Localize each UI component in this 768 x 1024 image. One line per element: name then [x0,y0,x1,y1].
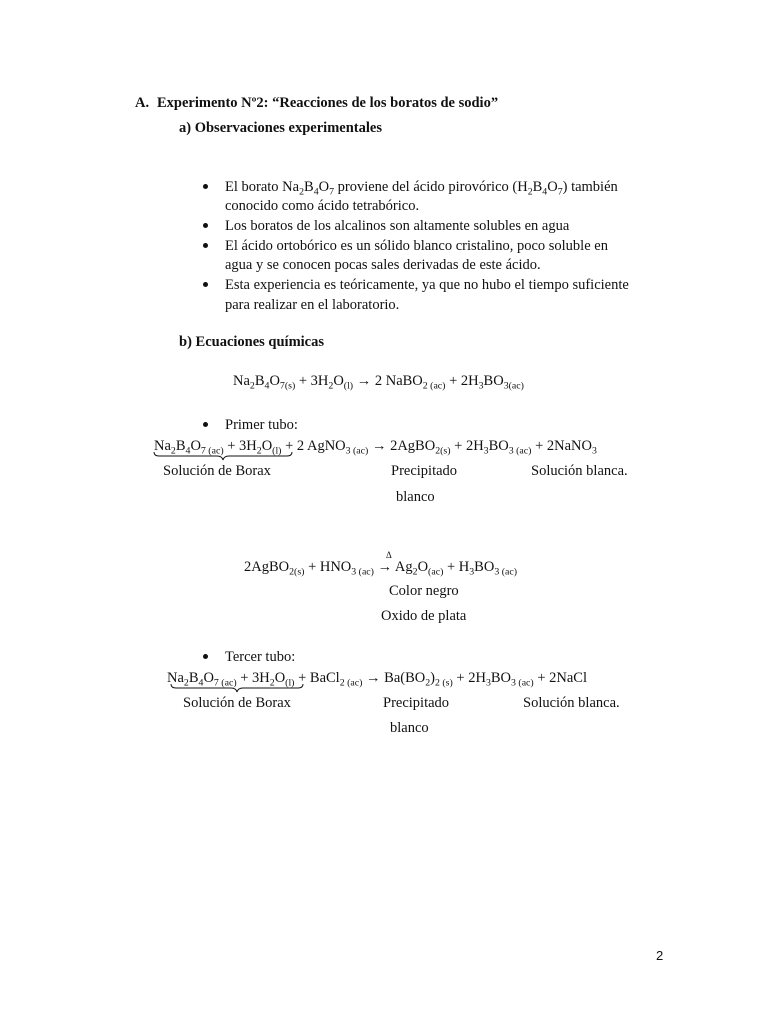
tube1-label: Primer tubo: [225,417,298,433]
tube1-precipitate-note: blanco [396,489,435,505]
observation-2-line-1: Los boratos de los alcalinos son altamente solubles en agua [225,218,570,234]
section-title: Experimento Nº2: “Reacciones de los boratos de sodio” [157,95,499,111]
agbo2-color-label: Color negro [389,583,459,599]
observation-1-line-1: El borato $Na_2B_4O_7$ proviene del ácido pirovórico $(H_2B_4O_7)$ también [225,179,618,198]
observation-3-line-2: agua y se conocen pocas sales derivadas de este ácido. [225,257,541,273]
brace-icon [170,683,304,693]
tube3-precipitate-note: blanco [390,720,429,736]
tube3-reactant-label: Solución de Borax [183,695,291,711]
tube1-equation: $Na_2B_4O_{7 (ac)} + 3H_2O_{(l)} + 2$ AgNO$_{3 (ac)}$ → 2AgBO$_{2(s)}$ + $2H_3BO_{3 (ac)}$ + 2NaNO$_3$ [154,438,597,457]
tube3-precipitate-label: Precipitado [383,695,450,711]
bullet-icon [203,654,208,659]
bullet-icon [203,223,208,228]
bullet-icon [203,422,208,427]
page-number: 2 [656,948,664,963]
observation-3-line-1: El ácido ortobórico es un sólido blanco cristalino, poco soluble en [225,238,608,254]
observation-4-line-1: Esta experiencia es teóricamente, ya que no hubo el tiempo suficiente [225,277,629,293]
tube3-solution-label: Solución blanca. [523,695,620,711]
bullet-icon [203,184,208,189]
tube1-precipitate-label: Precipitado [391,463,458,479]
bullet-icon [203,282,208,287]
main-equation: $Na_2B_4O_{7(s)} + 3H_2O_{(l)} \to 2$ NaBO$_{2 (ac)}$ + $2H_3BO_{3(ac)}$ [233,373,524,392]
subsection-b-title: b) Ecuaciones químicas [179,334,325,350]
agbo2-product-label: Oxido de plata [381,608,467,624]
heat-symbol: Δ [386,550,392,560]
tube3-equation: $Na_2B_4O_{7 (ac)} + 3H_2O_{(l)}$ + BaCl$_{2 (ac)}$ → $Ba(BO_2)_{2 (s)} + 2H_3BO_{3 (ac)}$ + 2NaCl [167,670,588,689]
brace-icon [153,451,293,461]
bullet-icon [203,243,208,248]
observation-1-line-2: conocido como ácido tetrabórico. [225,198,420,214]
tube1-solution-label: Solución blanca. [531,463,628,479]
tube3-label: Tercer tubo: [225,649,296,665]
tube1-reactant-label: Solución de Borax [163,463,271,479]
observation-4-line-2: para realizar en el laboratorio. [225,297,400,313]
agbo2-equation: 2AgBO$_{2(s)}$ + $HNO_{3 (ac)} \to Ag_2O_{(ac)} + H_3BO_{3 (ac)}$ [244,559,518,578]
subsection-a-title: a) Observaciones experimentales [179,120,382,136]
section-marker: A. [135,95,150,111]
